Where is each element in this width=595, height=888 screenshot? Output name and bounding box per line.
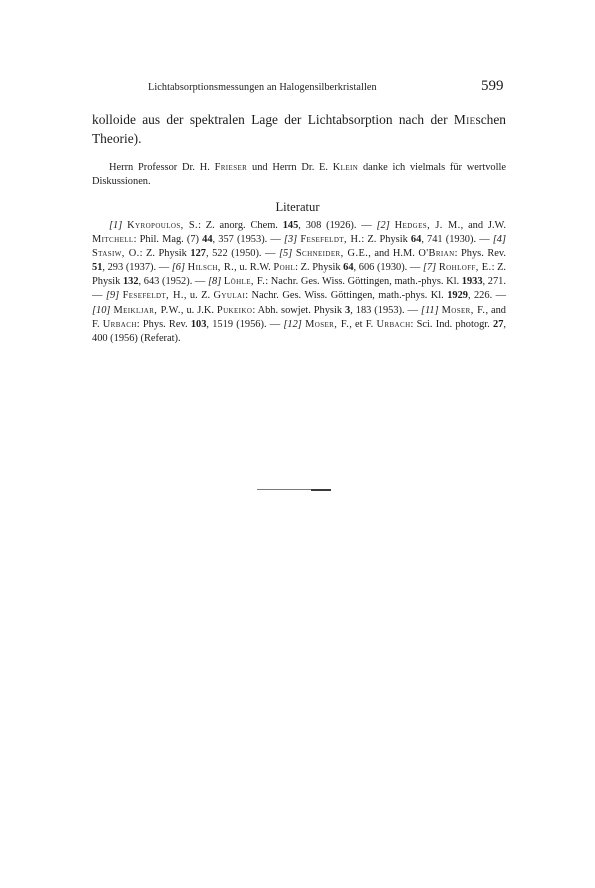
reference-tail: , 606 (1930). — [353,262,423,274]
reference-tail: , 1519 (1956). — [206,318,284,330]
reference-source: : Z. anorg. Chem. [198,220,283,231]
reference-tail: , 643 (1952). — [138,276,208,288]
author-name-mie: Mie [453,112,476,127]
body-paragraph [92,110,506,148]
reference-coauthor: Pohl [273,262,296,274]
reference-volume: 1933 [461,276,483,288]
reference-tail: , 226. — [467,290,506,302]
end-rule-accent [311,489,331,491]
ack-text-3: danke ich vielmals für wertvolle Diskussionen. [92,162,506,187]
reference-source-2: : Nachr. Ges. Wiss. Göttingen, math.-phys. Kl. [245,290,448,302]
reference-number: [7] [422,262,437,274]
reference-source: , and H.M. [368,248,419,260]
reference-source-2: : Phys. Rev. [454,248,507,260]
reference-number: [12] [283,318,302,330]
reference-tail: , 308 (1926). — [298,220,377,231]
reference-number: [1] [109,220,123,231]
ack-name-frieser: Frieser [214,162,248,173]
page-number: 599 [481,78,504,94]
reference-volume: 103 [190,318,207,330]
reference-authors: Fesefeldt, H. [122,290,184,302]
reference-tail: , 357 (1953). — [212,234,284,246]
reference-authors: Löhle, F. [223,276,266,288]
reference-source-2: : Z. Physik [295,262,344,274]
reference-source: : Z. Physik [361,234,411,246]
reference-list [92,219,506,346]
reference-tail: , 271. — [92,276,506,302]
reference-authors: Rohloff, E. [438,262,492,274]
reference-number: [11] [420,304,439,316]
reference-coauthor: Gyulai [213,290,246,302]
reference-tail: , 183 (1953). — [350,304,421,316]
reference-source: : Z. Physik [92,262,507,288]
reference-source-2: : Abh. sowjet. Physik [252,304,345,316]
reference-source-2: : Sci. Ind. photogr. [410,318,493,330]
reference-coauthor: Mitchell [92,234,134,246]
reference-authors: Kyropoulos, S. [127,220,199,231]
reference-volume: 1929 [447,290,468,302]
reference-number: [10] [92,304,111,316]
reference-coauthor: Urbach [102,318,137,330]
reference-number: [6] [171,262,186,274]
reference-coauthor: Urbach [376,318,411,330]
reference-authors: Hilsch, R. [187,262,235,274]
reference-source: , and J.W. [460,220,506,231]
reference-authors: Hedges, J. M. [394,220,461,231]
reference-source: , u. Z. [183,290,214,302]
reference-authors: Schneider, G.E. [295,248,369,260]
reference-source-2: : Phys. Rev. [136,318,191,330]
reference-volume: 3 [345,304,351,316]
body-text-end: schen Theorie). [92,112,506,146]
reference-number: [9] [105,290,120,302]
reference-source: , et F. [349,318,377,330]
ack-text-1: Herrn Professor Dr. H. [109,162,215,173]
reference-tail: , 741 (1930). — [421,234,493,246]
acknowledgement [92,161,506,188]
reference-tail: , 293 (1937). — [102,262,172,274]
reference-tail: , 522 (1950). — [205,248,279,260]
reference-source: : Nachr. Ges. Wiss. Göttingen, math.-phys. Kl. [265,276,462,288]
reference-volume: 51 [92,262,103,274]
reference-volume: 27 [493,318,504,330]
ack-text-2: und Herrn Dr. E. [247,162,333,173]
reference-source: : Z. Physik [139,248,191,260]
reference-authors: Meikljar, P.W. [113,304,181,316]
reference-volume: 145 [282,220,299,231]
reference-number: [8] [207,276,222,288]
reference-authors: Fesefeldt, H. [300,234,362,246]
reference-number: [3] [283,234,298,246]
reference-coauthor: Pukeiko [216,304,253,316]
body-text-start: kolloide aus der spektralen Lage der Lichtabsorption nach der [92,112,454,127]
reference-authors: Moser, F. [305,318,350,330]
ack-name-klein: Klein [332,162,359,173]
reference-authors: Stasiw, O. [92,248,140,260]
reference-number: [4] [492,234,507,246]
reference-coauthor: O'Brian [418,248,455,260]
reference-volume: 132 [122,276,139,288]
reference-source: , u. J.K. [180,304,217,316]
reference-volume: 64 [410,234,422,246]
literature-heading: Literatur [275,200,320,214]
reference-source: , u. R.W. [234,262,274,274]
reference-number: [2] [376,220,390,231]
reference-tail: , 400 (1956) (Referat). [92,318,506,344]
reference-volume: 64 [343,262,354,274]
reference-authors: Moser, F. [441,304,486,316]
reference-number: [5] [279,248,293,260]
running-title: Lichtabsorptionsmessungen an Halogensilberkristallen [148,82,377,93]
reference-source: , and F. [92,304,506,330]
reference-volume: 127 [190,248,206,260]
reference-source-2: : Phil. Mag. (7) [133,234,203,246]
reference-volume: 44 [202,234,213,246]
